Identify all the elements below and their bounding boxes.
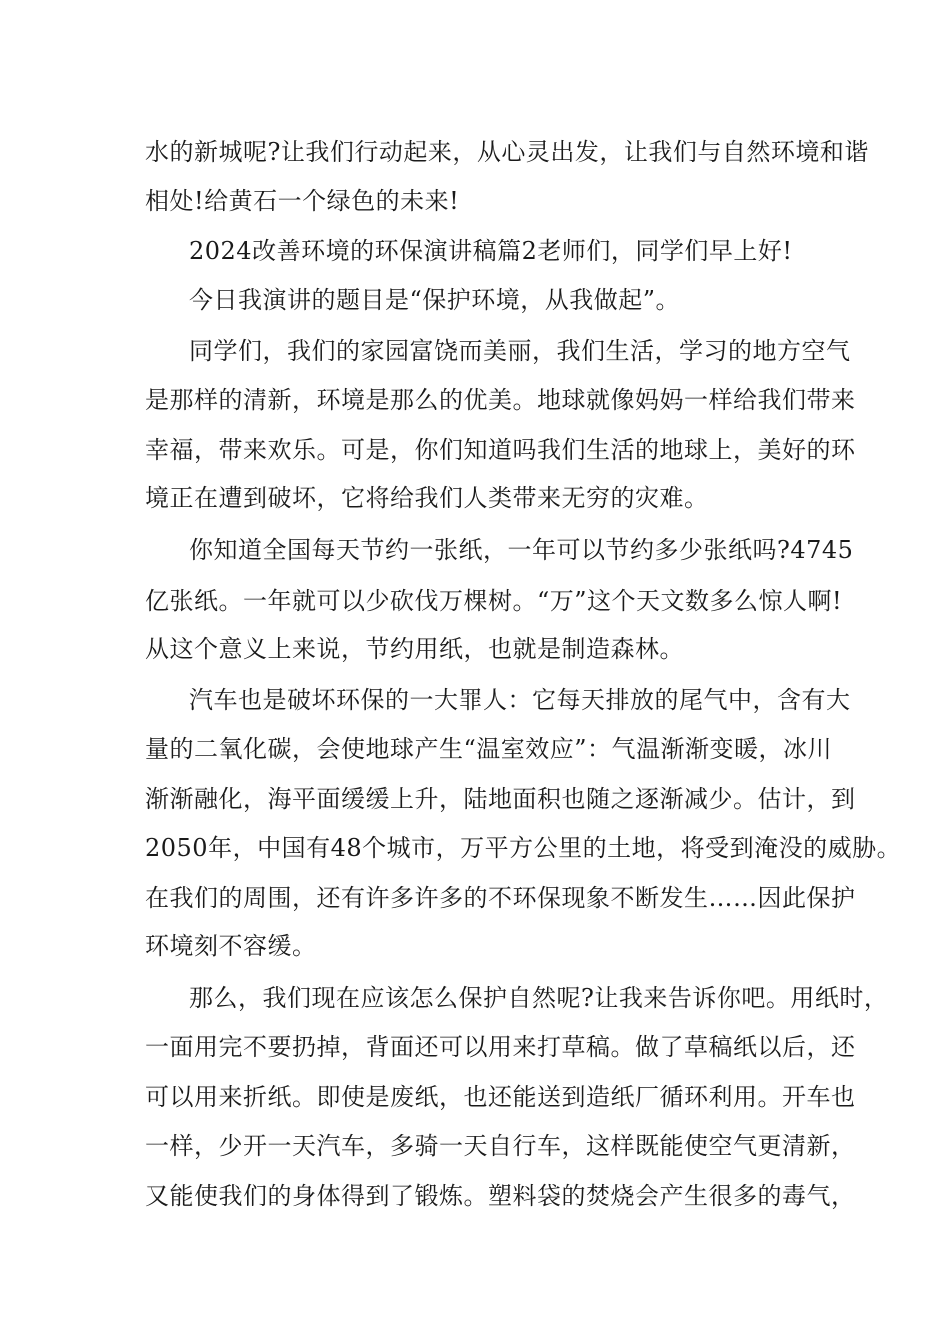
text-line: 是那样的清新，环境是那么的优美。地球就像妈妈一样给我们带来 (145, 386, 856, 414)
text-line: 在我们的周围，还有许多许多的不环保现象不断发生……因此保护 (145, 884, 856, 912)
text-line: 幸福，带来欢乐。可是，你们知道吗我们生活的地球上，美好的环 (145, 436, 856, 464)
text-line: 今日我演讲的题目是“保护环境，从我做起”。 (189, 286, 681, 314)
text-line: 水的新城呢?让我们行动起来，从心灵出发，让我们与自然环境和谐 (145, 138, 869, 166)
text-line: 你知道全国每天节约一张纸，一年可以节约多少张纸吗?4745 (189, 536, 854, 564)
text-line: 从这个意义上来说，节约用纸，也就是制造森林。 (145, 635, 684, 663)
text-line: 那么，我们现在应该怎么保护自然呢?让我来告诉你吧。用纸时， (189, 984, 889, 1012)
text-line: 一样，少开一天汽车，多骑一天自行车，这样既能使空气更清新， (145, 1132, 856, 1160)
text-line: 汽车也是破坏环保的一大罪人：它每天排放的尾气中，含有大 (189, 686, 851, 714)
text-line: 环境刻不容缓。 (145, 932, 317, 960)
text-line: 境正在遭到破坏，它将给我们人类带来无穷的灾难。 (145, 484, 709, 512)
text-line: 量的二氧化碳，会使地球产生“温室效应”：气温渐渐变暖，冰川 (145, 735, 833, 763)
text-line: 渐渐融化，海平面缓缓上升，陆地面积也随之逐渐减少。估计，到 (145, 785, 856, 813)
text-line: 2024改善环境的环保演讲稿篇2老师们，同学们早上好! (189, 237, 793, 265)
text-line: 一面用完不要扔掉，背面还可以用来打草稿。做了草稿纸以后，还 (145, 1033, 856, 1061)
text-line: 可以用来折纸。即使是废纸，也还能送到造纸厂循环利用。开车也 (145, 1083, 856, 1111)
text-line: 同学们，我们的家园富饶而美丽，我们生活，学习的地方空气 (189, 337, 851, 365)
text-line: 亿张纸。一年就可以少砍伐万棵树。“万”这个天文数多么惊人啊! (145, 587, 843, 615)
text-line: 相处!给黄石一个绿色的未来! (145, 187, 460, 215)
text-line: 2050年，中国有48个城市，万平方公里的土地，将受到淹没的威胁。 (145, 834, 902, 862)
text-line: 又能使我们的身体得到了锻炼。塑料袋的焚烧会产生很多的毒气， (145, 1182, 856, 1210)
